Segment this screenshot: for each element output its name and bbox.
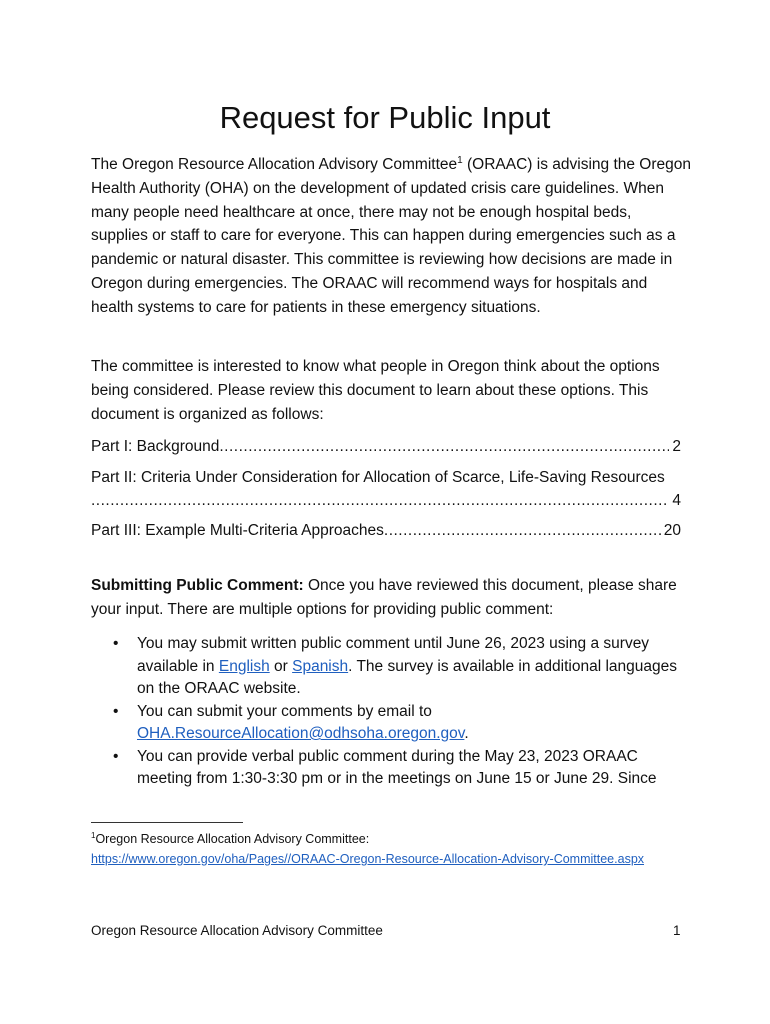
intro-text-rest: (ORAAC) is advising the Oregon Health Authority (OHA) on the development of updated crisis care guidelines. When many people need healthcare at once, there may not be enough hospital beds, supplies or staff to care for everyone. This can happen during emergencies such as a pandemic or natural disaster. This committee is reviewing how decisions are made in Oregon during emergencies. The ORAAC will recommend ways for hospitals and health systems to care for patients in these emergency situations. — [91, 156, 692, 316]
bullet-text: . — [464, 725, 469, 742]
bullet-glyph: • — [113, 702, 119, 720]
footnote-text: Oregon Resource Allocation Advisory Committee: — [95, 832, 370, 846]
footer-committee-name: Oregon Resource Allocation Advisory Committee — [91, 923, 383, 938]
toc-page: 20 — [663, 522, 681, 539]
toc-leader — [219, 436, 669, 458]
bullet-glyph: • — [113, 747, 119, 765]
toc-entry-part-2-leader[interactable] — [91, 490, 681, 512]
footer-page-number: 1 — [673, 923, 681, 938]
footnote-divider — [91, 822, 243, 823]
footnote-number: 1 — [91, 830, 96, 840]
toc-label: Part I: Background — [91, 438, 220, 455]
bullet-text: You can provide verbal public comment during the May 23, 2023 ORAAC meeting from 1:30-3:30 pm or in the meetings on June 15 or June 29. Since — [137, 747, 657, 787]
oraac-website-link[interactable]: https://www.oregon.gov/oha/Pages//ORAAC-Oregon-Resource-Allocation-Advisory-Committee.aspx — [91, 852, 645, 866]
english-survey-link[interactable]: English — [218, 657, 270, 675]
toc-leader — [384, 520, 661, 542]
page-title: Request for Public Input — [219, 100, 551, 135]
list-item — [91, 701, 691, 746]
comment-options-list — [91, 633, 691, 791]
footnote — [91, 829, 711, 869]
list-item — [91, 746, 691, 791]
email-link[interactable]: OHA.ResourceAllocation@odhsoha.oregon.gov — [137, 725, 465, 742]
toc-entry-part-1[interactable] — [91, 436, 681, 458]
bullet-text: You can submit your comments by email to — [137, 702, 432, 720]
intro-text-start: The Oregon Resource Allocation Advisory Committee — [91, 156, 458, 173]
footnote-ref[interactable]: 1 — [457, 154, 463, 166]
toc-label: Part III: Example Multi-Criteria Approaches — [91, 522, 384, 539]
bullet-glyph: • — [113, 635, 119, 652]
bullet-text: or — [269, 657, 293, 675]
submitting-paragraph — [91, 574, 691, 622]
toc-entry-part-2[interactable] — [91, 467, 681, 489]
toc-label: Part II: Criteria Under Consideration for Allocation of Scarce, Life-Saving Resources — [91, 469, 665, 486]
bullet-text: You may submit written public comment until June 26, 2023 using a survey available in — [137, 635, 650, 675]
intro-paragraph-1 — [91, 153, 691, 320]
list-item — [91, 633, 691, 701]
toc-leader — [91, 490, 669, 512]
toc-page: 2 — [672, 438, 681, 455]
submitting-heading: Submitting Public Comment: — [91, 577, 304, 594]
submitting-text: Once you have reviewed this document, please share your input. There are multiple options for providing public comment: — [91, 577, 677, 618]
toc-page: 4 — [672, 492, 681, 509]
bullet-text: . The survey is available in additional languages on the ORAAC website. — [137, 657, 677, 697]
spanish-survey-link[interactable]: Spanish — [292, 657, 349, 675]
toc-entry-part-3[interactable] — [91, 520, 681, 542]
intro-paragraph-2: The committee is interested to know what people in Oregon think about the options being considered. Please review this document to learn about these options. This document is organized as follows: — [91, 358, 660, 423]
